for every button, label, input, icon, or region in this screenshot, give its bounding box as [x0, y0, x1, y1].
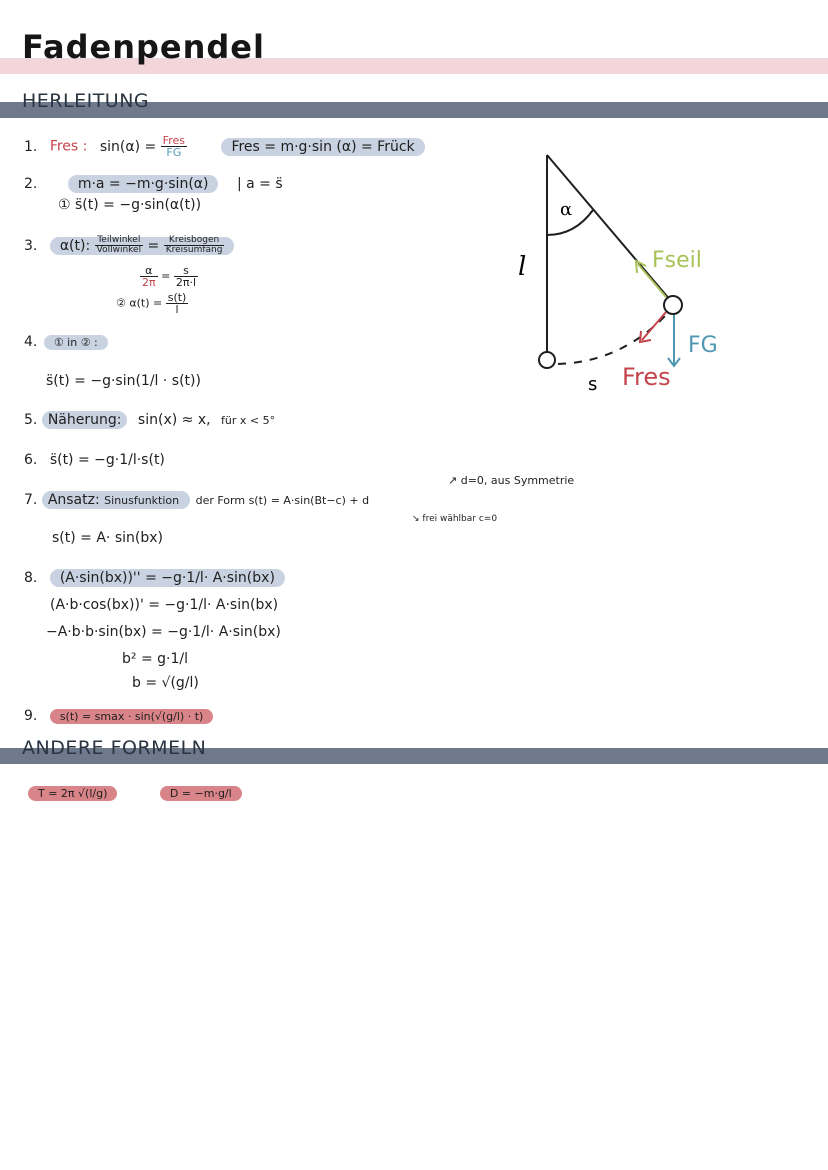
step-4-equation: s̈(t) = −g·sin(1/l · s(t))	[46, 373, 201, 389]
arc-label: s	[588, 374, 598, 395]
direction-formula: D = −m·g/l	[160, 786, 242, 801]
fg-label: FG	[688, 333, 718, 358]
step-8-line-2: (A·b·cos(bx))' = −g·1/l· A·sin(bx)	[50, 597, 279, 613]
numerator: Fres	[162, 134, 185, 147]
section-title-andere: ANDERE FORMELN	[22, 737, 207, 759]
numerator: Teilwinkel	[95, 236, 143, 246]
fres-label: Fres	[622, 363, 671, 391]
step-3	[24, 236, 234, 255]
period-formula: T = 2π √(l/g)	[28, 786, 117, 801]
page-title: Fadenpendel	[22, 28, 265, 66]
step-8-line-3: −A·b·b·sin(bx) = −g·1/l· A·sin(bx)	[46, 624, 281, 640]
numerator: Kreisbogen	[164, 236, 225, 246]
alpha-ratio: α(t): $\frac{\text{Teilwinkel}}{\text{Vollwinkel}}$ = $\frac{\text{Kreisbogen}}{\text{Kreisumfang}}$	[50, 237, 235, 255]
step-number: 9.	[24, 708, 38, 724]
step-1	[24, 135, 425, 158]
length-label: l	[518, 252, 527, 282]
approximation-condition: für x < 5°	[221, 414, 276, 427]
pendulum-string	[547, 155, 671, 301]
step-2-result: ① s̈(t) = −g·sin(α(t))	[58, 197, 202, 213]
sin-alpha: sin(α) =	[99, 138, 157, 155]
fraction	[95, 236, 143, 255]
step-number: 6.	[24, 452, 38, 468]
step-number: 5.	[24, 412, 38, 428]
ansatz-form: der Form s(t) = A·sin(Bt−c) + d	[195, 494, 370, 507]
approximation-label: Näherung:	[42, 411, 128, 429]
fraction	[174, 265, 198, 288]
fraction	[140, 265, 158, 288]
step-number: 8.	[24, 570, 38, 586]
fseil-label: Fseil	[652, 248, 702, 273]
denominator: 2π·l	[175, 276, 197, 289]
denominator: FG	[166, 146, 182, 159]
fraction	[164, 236, 225, 255]
step-3-line-3	[116, 292, 188, 315]
formula-row	[28, 785, 242, 801]
newton-equation: m·a = −m·g·sin(α)	[68, 175, 219, 193]
insert-label: ① in ② :	[44, 335, 108, 350]
fres-label: Fres :	[49, 138, 88, 155]
denominator: Vollwinkel	[96, 245, 142, 255]
solution: s(t) = smax · sin(√(g/l) · t)	[50, 709, 214, 724]
angle-label: α	[560, 199, 573, 220]
step-3-line-2: $\frac{\alpha}{2\pi}$ = $\frac{s}{2\pi\cdot l}$	[142, 264, 197, 289]
symmetry-note: ↗ d=0, aus Symmetrie	[448, 474, 575, 487]
pendulum-diagram	[500, 140, 740, 400]
deflected-bob	[664, 296, 682, 314]
step-4	[24, 334, 108, 350]
ansatz-label	[42, 491, 190, 509]
denominator: l	[175, 303, 179, 316]
ansatz-word: Ansatz:	[47, 492, 100, 508]
substitution: | a = s̈	[236, 176, 283, 192]
step-number: 1.	[24, 138, 38, 155]
fraction	[166, 292, 189, 315]
step-6	[24, 452, 165, 468]
step-7	[24, 492, 369, 508]
step-8	[24, 570, 285, 586]
linear-equation: s̈(t) = −g·1/l·s(t)	[49, 452, 165, 468]
numerator: s(t)	[167, 291, 187, 304]
numerator: α	[140, 265, 158, 277]
rest-bob	[539, 352, 555, 368]
alpha-label: α(t):	[59, 237, 91, 254]
approximation: sin(x) ≈ x,	[137, 412, 211, 428]
second-derivative: (A·sin(bx))'' = −g·1/l· A·sin(bx)	[50, 569, 285, 587]
numerator: s	[174, 265, 198, 277]
section-title-herleitung: HERLEITUNG	[22, 90, 150, 112]
step-number: 2.	[24, 176, 38, 192]
fres-equation: Fres = m·g·sin (α) = Frück	[221, 138, 424, 156]
step-8-line-5: b = √(g/l)	[132, 675, 199, 691]
step-number: 7.	[24, 492, 38, 508]
denominator: Kreisumfang	[165, 245, 223, 255]
free-choice-note: ↘ frei wählbar c=0	[412, 514, 498, 524]
denominator: 2π	[142, 276, 156, 289]
step-9	[24, 708, 213, 724]
step-8-line-4: b² = g·1/l	[122, 651, 188, 667]
step-2	[24, 176, 283, 192]
step-number: 4.	[24, 334, 38, 350]
fres-arrow	[642, 312, 666, 340]
alpha-t: ② α(t) =	[116, 296, 163, 310]
step-7-equation: s(t) = A· sin(bx)	[52, 530, 163, 546]
step-number: 3.	[24, 237, 38, 254]
fraction	[161, 135, 187, 158]
sinusfunktion-word: Sinusfunktion	[104, 494, 180, 507]
step-5	[24, 412, 275, 428]
